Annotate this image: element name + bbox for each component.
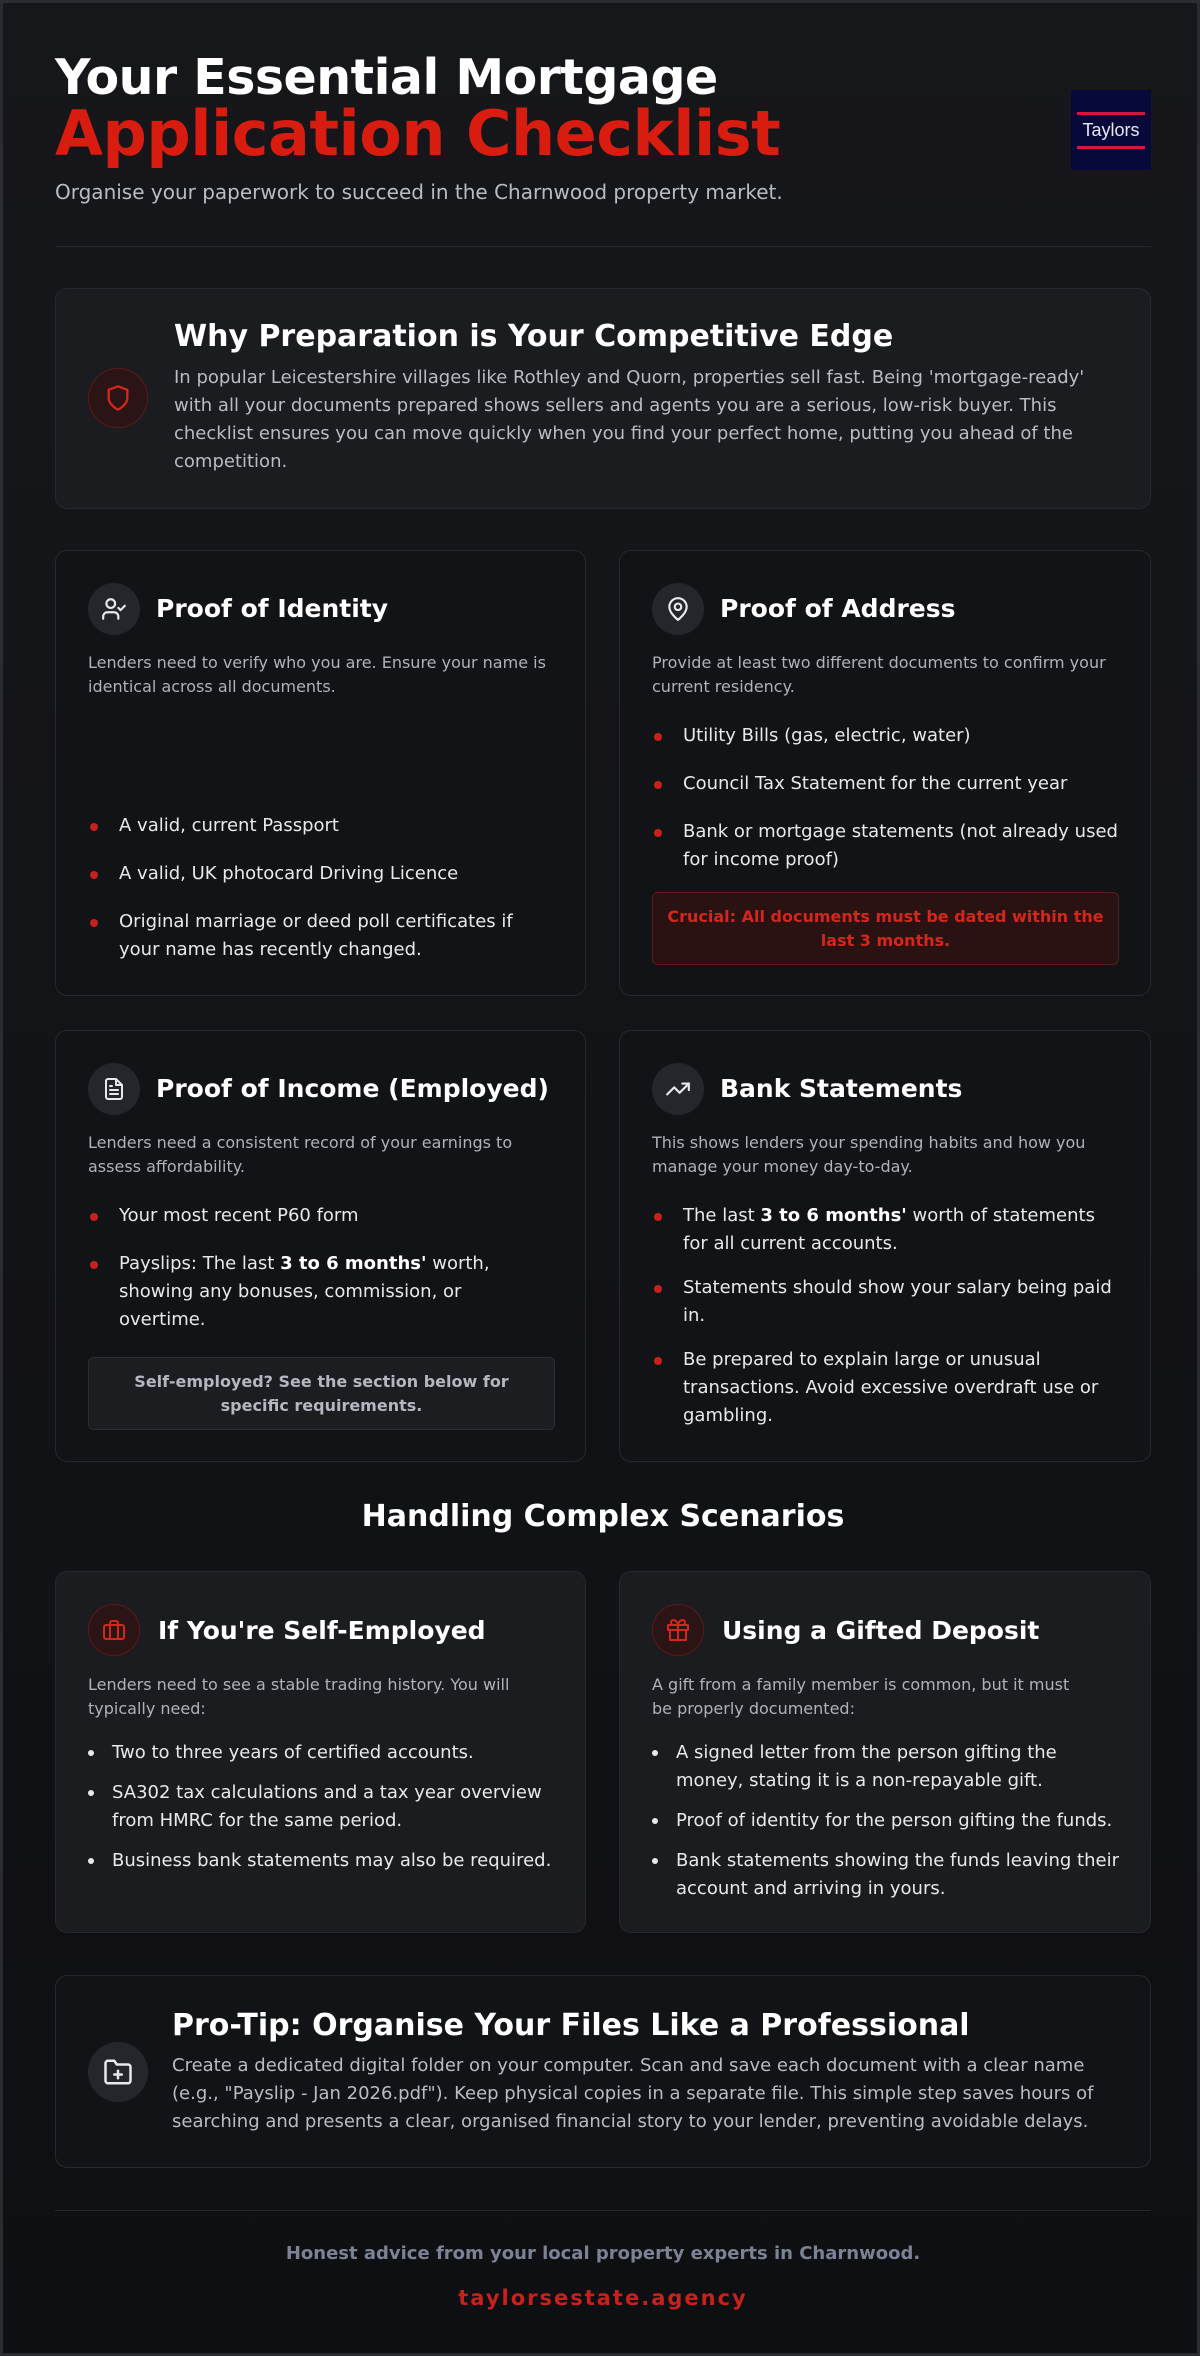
list-item — [88, 1250, 528, 1334]
list-item: Statements should show your salary being paid in. — [652, 1274, 1122, 1330]
document-icon — [88, 1063, 140, 1115]
self-employed-note-text: Self-employed? See the section below for specific requirements. — [134, 1371, 509, 1415]
self-employed-card — [55, 1571, 586, 1933]
list-item: Two to three years of certified accounts. — [88, 1739, 568, 1767]
self-employed-list — [88, 1739, 568, 1875]
address-desc: Provide at least two different documents to confirm your current residency. — [652, 653, 1106, 696]
page-subtitle: Organise your paperwork to succeed in the Charnwood property market. — [55, 180, 783, 204]
self-employed-desc: Lenders need to see a stable trading history. You will typically need: — [88, 1675, 510, 1718]
self-employed-note — [88, 1357, 555, 1430]
list-item: Your most recent P60 form — [88, 1202, 528, 1230]
list-item: Bank or mortgage statements (not already used for income proof) — [652, 818, 1122, 874]
gifted-list — [652, 1739, 1122, 1903]
list-item: Business bank statements may also be required. — [88, 1847, 568, 1875]
briefcase-icon — [88, 1604, 140, 1656]
income-desc: Lenders need a consistent record of your earnings to assess affordability. — [88, 1133, 513, 1176]
list-item — [652, 1202, 1122, 1258]
address-card — [619, 550, 1151, 996]
item-text: The last — [683, 1205, 761, 1226]
address-list — [652, 722, 1122, 874]
pro-tip-body: Create a dedicated digital folder on your computer. Scan and save each document with a clear name (e.g., "Payslip - Jan 2026.pdf"). Keep physical copies in a separate file. This simple step saves hours of searching and presents a clear, organised financial story to your lender, preventing avoidable delays. — [172, 2055, 1094, 2132]
taylors-logo — [1071, 90, 1151, 170]
intro-card — [55, 288, 1151, 509]
gift-icon — [652, 1604, 704, 1656]
identity-list — [88, 812, 558, 964]
list-item: Proof of identity for the person gifting the funds. — [652, 1807, 1122, 1835]
list-item: Be prepared to explain large or unusual transactions. Avoid excessive overdraft use or gambling. — [652, 1346, 1122, 1430]
user-check-icon — [88, 583, 140, 635]
list-item: Council Tax Statement for the current year — [652, 770, 1122, 798]
address-heading: Proof of Address — [720, 594, 956, 623]
bank-heading: Bank Statements — [720, 1074, 963, 1103]
income-list — [88, 1202, 528, 1334]
intro-heading: Why Preparation is Your Competitive Edge — [174, 319, 894, 354]
self-employed-heading: If You're Self-Employed — [158, 1616, 486, 1645]
identity-desc: Lenders need to verify who you are. Ensure your name is identical across all documents. — [88, 653, 546, 696]
item-text: worth, showing any bonuses, commission, or overtime. — [119, 1253, 490, 1330]
item-emphasis: 3 to 6 months' — [760, 1205, 907, 1226]
bank-card — [619, 1030, 1151, 1462]
gifted-heading: Using a Gifted Deposit — [722, 1616, 1040, 1645]
income-card — [55, 1030, 586, 1462]
footer-website-link[interactable]: taylorsestate.agency — [458, 2286, 748, 2310]
trending-up-icon — [652, 1063, 704, 1115]
folder-plus-icon — [88, 2042, 148, 2102]
income-heading: Proof of Income (Employed) — [156, 1074, 549, 1103]
list-item: A valid, current Passport — [88, 812, 558, 840]
page-title-line1: Your Essential Mortgage — [55, 49, 718, 106]
list-item: Original marriage or deed poll certificates if your name has recently changed. — [88, 908, 558, 964]
pro-tip-heading: Pro-Tip: Organise Your Files Like a Professional — [172, 2008, 970, 2043]
address-alert — [652, 892, 1119, 965]
list-item: Utility Bills (gas, electric, water) — [652, 722, 1122, 750]
pro-tip-card — [55, 1975, 1151, 2168]
intro-body: In popular Leicestershire villages like Rothley and Quorn, properties sell fast. Being 'mortgage-ready' with all your documents prepared shows sellers and agents you are a serious, low-risk buyer. This checklist ensures you can move quickly when you find your perfect home, putting you ahead of the competition. — [174, 367, 1085, 472]
identity-card — [55, 550, 586, 996]
list-item: A signed letter from the person gifting the money, stating it is a non-repayable gift. — [652, 1739, 1122, 1795]
item-text: Payslips: The last — [119, 1253, 281, 1274]
page-title-line2: Application Checklist — [55, 97, 781, 170]
header-divider — [55, 246, 1151, 247]
item-emphasis: 3 to 6 months' — [280, 1253, 427, 1274]
address-alert-text: Crucial: All documents must be dated within the last 3 months. — [667, 906, 1104, 950]
map-pin-icon — [652, 583, 704, 635]
footer-divider — [55, 2210, 1151, 2211]
logo-text: Taylors — [1082, 119, 1140, 140]
bank-desc: This shows lenders your spending habits and how you manage your money day-to-day. — [652, 1133, 1086, 1176]
logo-bar-bottom — [1077, 146, 1145, 149]
gifted-desc: A gift from a family member is common, but it must be properly documented: — [652, 1675, 1070, 1718]
complex-heading: Handling Complex Scenarios — [361, 1499, 845, 1534]
shield-icon — [88, 368, 148, 428]
list-item: Bank statements showing the funds leaving their account and arriving in yours. — [652, 1847, 1122, 1903]
list-item: SA302 tax calculations and a tax year overview from HMRC for the same period. — [88, 1779, 568, 1835]
logo-bar-top — [1077, 112, 1145, 115]
list-item: A valid, UK photocard Driving Licence — [88, 860, 558, 888]
item-text: worth of statements for all current accounts. — [683, 1205, 1095, 1254]
identity-heading: Proof of Identity — [156, 594, 389, 623]
bank-list — [652, 1202, 1122, 1430]
footer-tagline: Honest advice from your local property experts in Charnwood. — [285, 2243, 921, 2264]
gifted-deposit-card — [619, 1571, 1151, 1933]
